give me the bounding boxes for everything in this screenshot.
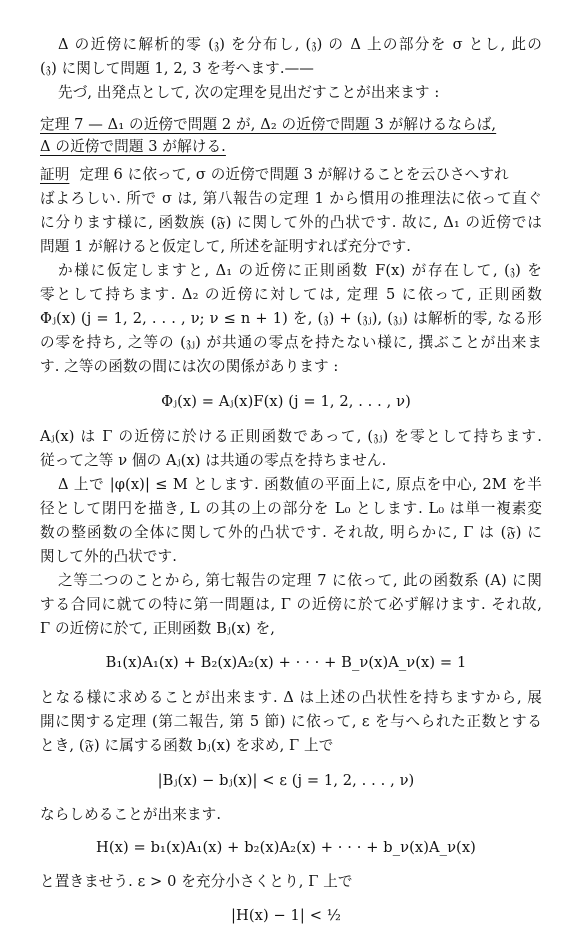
text-line: か様に仮定しますと, Δ₁ の近傍に正則函数 F(x) が存在して, (𝔷) を	[58, 262, 542, 279]
text-line: 先づ, 出発点として, 次の定理を見出だすことが出来ます :	[58, 84, 440, 101]
text-line: の零を持ち, 之等の (𝔷ⱼ) が共通の零点を持たない様に, 撰ぶことが出来ま	[40, 334, 542, 351]
text-line: 定理 6 に依って, σ の近傍で問題 3 が解けることを云ひさへすれ	[79, 166, 509, 183]
text-line: に分ります様に, 函数族 (𝔉) に関して外的凸状です. 故に, Δ₁ の近傍では	[40, 214, 542, 231]
text-line: 径として閉円を描き, L の其の上の部分を L₀ とします. L₀ は単一複素変	[40, 500, 542, 517]
theorem-statement: Δ の近傍で問題 3 が解ける.	[40, 138, 226, 155]
text-line: とき, (𝔉) に属する函数 bⱼ(x) を求め, Γ 上で	[40, 737, 334, 754]
text-line: ならしめることが出来ます.	[40, 806, 222, 823]
proof-label: 証明	[40, 166, 70, 183]
text-line: Aⱼ(x) は Γ の近傍に於ける正則函数であって, (𝔷ⱼ) を零として持ちます.	[40, 428, 542, 445]
text-line: (𝔷) に関して問題 1, 2, 3 を考へます.——	[40, 60, 314, 77]
display-equation: B₁(x)A₁(x) + B₂(x)A₂(x) + · · · + B_ν(x)A_ν(x) = 1	[105, 654, 467, 671]
text-line: 零として持ちます. Δ₂ の近傍に対しては, 定理 5 に依って, 正則函数	[40, 286, 542, 303]
text-line: と置きませう. ε > 0 を充分小さくとり, Γ 上で	[40, 873, 353, 890]
text-line: 関して外的凸状です.	[40, 548, 177, 565]
theorem-statement: 定理 7 — Δ₁ の近傍で問題 2 が, Δ₂ の近傍で問題 3 が解けるならば,	[40, 116, 497, 133]
text-line: する合同に就ての特に第一問題は, Γ の近傍に於て必ず解けます. それ故,	[40, 596, 542, 613]
display-equation: |Bⱼ(x) − bⱼ(x)| < ε (j = 1, 2, . . . , ν)	[157, 772, 415, 789]
display-equation: Φⱼ(x) = Aⱼ(x)F(x) (j = 1, 2, . . . , ν)	[161, 393, 411, 410]
text-line: 之等二つのことから, 第七報告の定理 7 に依って, 此の函数系 (A) に関	[58, 572, 542, 589]
text-line: Δ 上で |φ(x)| ≤ M とします. 函数値の平面上に, 原点を中心, 2M を半	[58, 476, 542, 493]
text-line: 従って之等 ν 個の Aⱼ(x) は共通の零点を持ちません.	[40, 452, 387, 469]
text-line: ばよろしい. 所で σ は, 第八報告の定理 1 から慣用の推理法に依って直ぐ	[40, 190, 542, 207]
text-line: 問題 1 が解けると仮定して, 所述を証明すれば充分です.	[40, 238, 412, 255]
text-line: Γ の近傍に於て, 正則函数 Bⱼ(x) を,	[40, 620, 275, 637]
text-line: 開に関する定理 (第二報告, 第 5 節) に依って, ε を与へられた正数とする	[40, 713, 542, 730]
text-line: Δ の近傍に解析的零 (𝔷) を分布し, (𝔷) の Δ 上の部分を σ とし, 此の	[58, 36, 542, 53]
text-line: 数の整函数の全体に関して外的凸状です. それ故, 明らかに, Γ は (𝔉) に	[40, 524, 542, 541]
display-equation: H(x) = b₁(x)A₁(x) + b₂(x)A₂(x) + · · · + b_ν(x)A_ν(x)	[96, 839, 476, 856]
proof-line	[40, 165, 542, 185]
display-equation: |H(x) − 1| < ½	[230, 907, 342, 924]
text-line: となる様に求めることが出来ます. Δ は上述の凸状性を持ちますから, 展	[40, 689, 542, 706]
text-line: Φⱼ(x) (j = 1, 2, . . . , ν; ν ≤ n + 1) を, (𝔷) + (𝔷ⱼ), (𝔷ⱼ) は解析的零, なる形	[40, 310, 542, 327]
text-line: す. 之等の函数の間には次の関係があります :	[40, 358, 339, 375]
